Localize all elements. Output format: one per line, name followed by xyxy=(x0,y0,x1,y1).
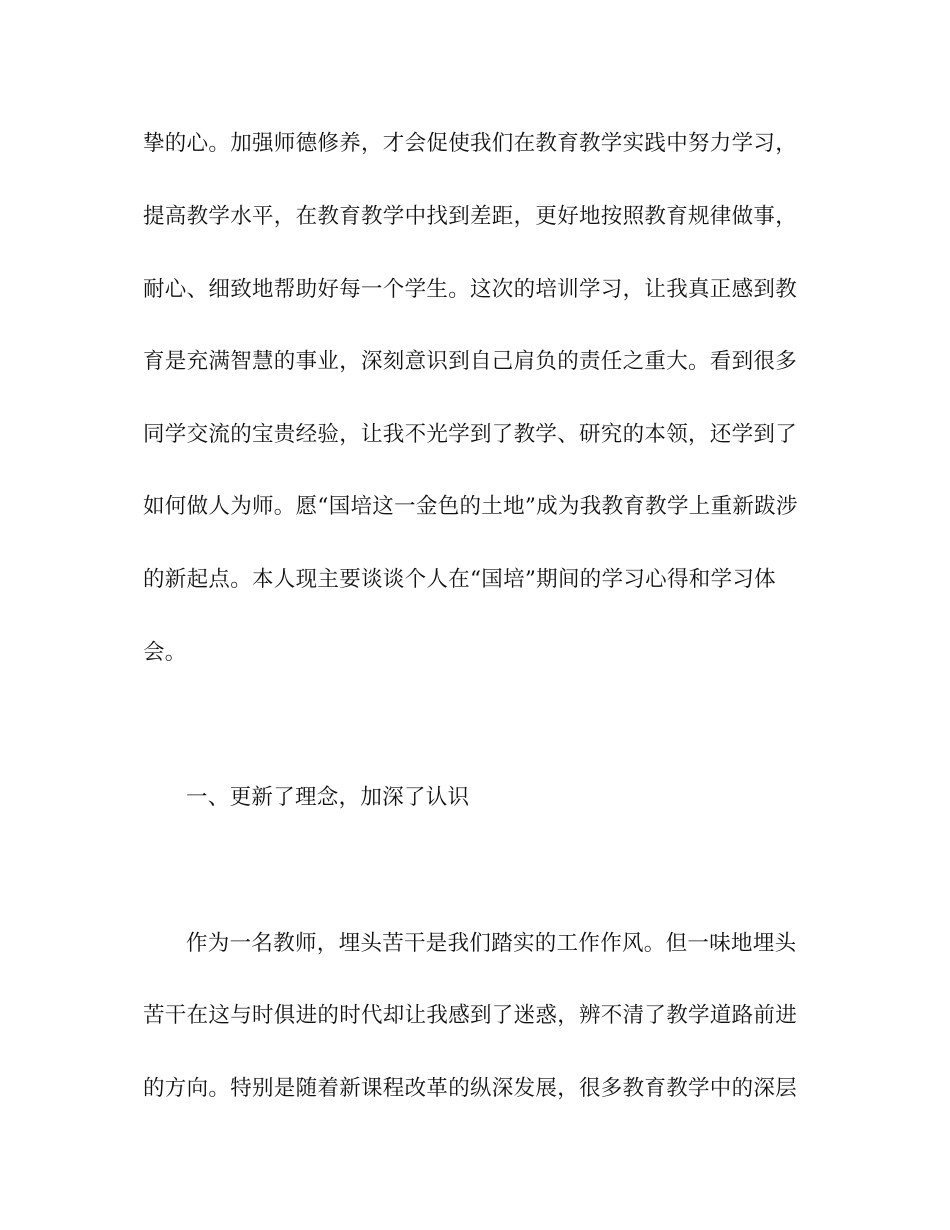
paragraph-line: 作为一名教师，埋头苦干是我们踏实的工作作风。但一味地埋头 xyxy=(186,931,797,956)
paragraph-line: 的方向。特别是随着新课程改革的纵深发展，很多教育教学中的深层 xyxy=(143,1076,798,1101)
paragraph-line: 苦干在这与时俱进的时代却让我感到了迷惑，辨不清了教学道路前进 xyxy=(143,1003,798,1028)
paragraph-line: 同学交流的宝贵经验，让我不光学到了教学、研究的本领，还学到了 xyxy=(143,422,798,447)
paragraph-line: 的新起点。本人现主要谈谈个人在“国培”期间的学习心得和学习体 xyxy=(143,567,776,592)
paragraph-line: 挚的心。加强师德修养，才会促使我们在教育教学实践中努力学习， xyxy=(143,131,798,156)
paragraph-line: 会。 xyxy=(143,640,187,665)
section-heading: 一、更新了理念，加深了认识 xyxy=(186,785,470,810)
paragraph-line: 耐心、细致地帮助好每一个学生。这次的培训学习，让我真正感到教 xyxy=(143,277,798,302)
paragraph-line: 如何做人为师。愿“国培这一金色的土地”成为我教育教学上重新跋涉 xyxy=(143,494,798,519)
paragraph-line: 育是充满智慧的事业，深刻意识到自己肩负的责任之重大。看到很多 xyxy=(143,349,798,374)
paragraph-line: 提高教学水平，在教育教学中找到差距，更好地按照教育规律做事， xyxy=(143,204,798,229)
